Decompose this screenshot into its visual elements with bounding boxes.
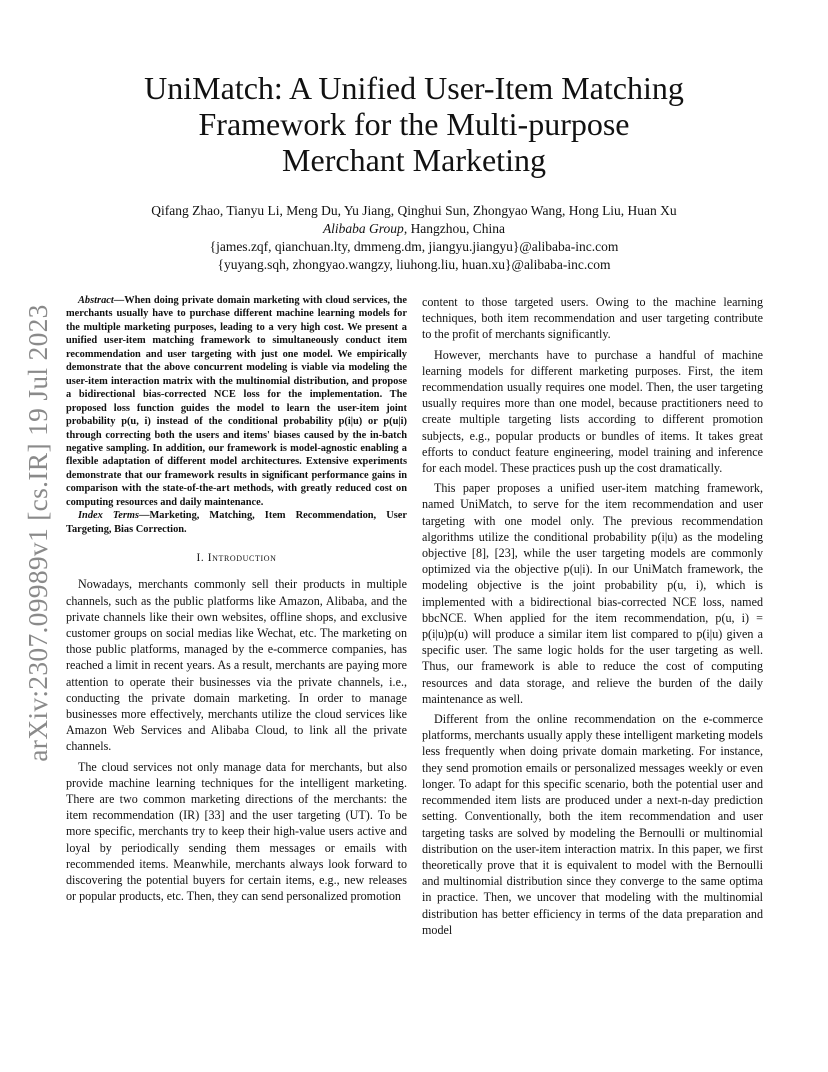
index-terms	[66, 509, 407, 536]
abstract-label: Abstract	[78, 295, 114, 306]
body-paragraph: Nowadays, merchants commonly sell their products in multiple channels, such as the public platforms like Amazon, Alibaba, and the private channels like their own websites, offline shops, and exclusive customer groups on social medias like Wechat, etc. The marketing on those public platforms, managed by the e-commerce companies, has reached a limit in recent years. As a result, merchants are paying more attention to operate their businesses via the private channels, i.e., conducting the private domain marketing. In order to manage businesses more effectively, merchants utilize the cloud services like Amazon Web Services and Alibaba Cloud, to link all the private channels.	[66, 577, 407, 754]
email-line: {james.zqf, qianchuan.lty, dmmeng.dm, jiangyu.jiangyu}@alibaba-inc.com	[209, 239, 619, 254]
section-heading: I. Introduction	[196, 552, 277, 565]
body-paragraph: Different from the online recommendation on the e-commerce platforms, merchants usually apply these intelligent marketing models less frequently when doing private domain marketing. For instance, they send promotion emails or personalized messages weekly or even longer. To adapt for this specific scenario, both the potential user and recommended item lists are produced under a next-n-day prediction setting. Conventionally, both the item recommendation and user targeting tasks are solved by modeling the Bernoulli or multinomial distribution on the user-item interaction matrix. In this paper, we first theoretically prove that it is equivalent to model with the Bernoulli and multinomial distribution since they converge to the same optima in practice. Then, we uncover that modeling with the multinomial distribution has better efficiency in terms of the data preparation and model	[422, 712, 763, 937]
abstract-text: —When doing private domain marketing with cloud services, the merchants usually have to purchase different machine learning models for the multiple marketing purposes, leading to a very high cost. We present a unified user-item matching framework to simultaneously conduct item recommendation and user targeting with just one model. We empirically demonstrate that the above concurrent modeling is viable via modeling the user-item interaction matrix with the multinomial distribution, and propose a bidirectional bias-corrected NCE loss for the implementation. The proposed loss function guides the model to learn the user-item joint probability p(u, i) instead of the conditional probability p(i|u) or p(u|i) through correcting both the users and items' biases caused by the in-batch negative sampling. In addition, our framework is model-agnostic enabling a flexible adaptation of different model architectures. Extensive experiments demonstrate that our framework results in significant performance gains in comparison with the state-of-the-art methods, with greatly reduced cost on computing resources and daily maintenance.	[66, 295, 407, 508]
affiliation	[80, 220, 748, 238]
body-paragraph: content to those targeted users. Owing to the machine learning techniques, both item recommendation and user targeting contribute to the profit of merchants significantly.	[422, 295, 763, 342]
title-line: Merchant Marketing	[282, 142, 546, 178]
index-terms-text: —Marketing, Matching, Item Recommendation, User Targeting, Bias Correction.	[66, 510, 407, 535]
email-line: {yuyang.sqh, zhongyao.wangzy, liuhong.liu, huan.xu}@alibaba-inc.com	[217, 257, 611, 272]
title-line: UniMatch: A Unified User-Item Matching	[144, 70, 684, 106]
arxiv-side-label	[22, 305, 54, 760]
left-column	[66, 294, 407, 908]
abstract	[66, 294, 407, 509]
arxiv-identifier: arXiv:2307.09989v1 [cs.IR] 19 Jul 2023	[22, 303, 53, 762]
body-paragraph: The cloud services not only manage data for merchants, but also provide machine learning techniques for the intelligent marketing. There are two common marketing directions of the merchants: the item recommendation (IR) [33] and the user targeting (UT). To be more specific, merchants try to keep their high-value users active and loyal by periodically sending them messages or emails with recommended items. Meanwhile, merchants always look forward to discovering the potential buyers for certain items, e.g., new releases or popular products, etc. Then, they can send personalized promotion	[66, 759, 407, 904]
index-terms-label: Index Terms	[78, 510, 140, 522]
title-line: Framework for the Multi-purpose	[198, 106, 630, 142]
body-paragraph: This paper proposes a unified user-item matching framework, named UniMatch, to serve for the item recommendation and user targeting with one model only. The previous recommendation algorithms utilize the conditional probability p(i|u) as the modeling objective [8], [23], while the user targeting models are commonly optimized via the objective p(u|i). In our UniMatch framework, the modeling objective is the joint probability p(u, i), which is implemented with a bidirectional bias-corrected NCE loss, named bbcNCE. When applied for the item recommendation, p(u, i) = p(i|u)p(u) will produce a similar item list compared to p(i|u) given a specific user. The same logic holds for the user targeting as well. Thus, our framework is able to reduce the cost of computing resources and data storage, and relieve the burden of the daily maintenance as well.	[422, 481, 763, 706]
paper-title	[90, 70, 738, 178]
affiliation-location: , Hangzhou, China	[403, 221, 506, 236]
affiliation-group: Alibaba Group	[322, 221, 404, 236]
right-column	[422, 294, 763, 942]
author-block	[80, 202, 748, 274]
author-list: Qifang Zhao, Tianyu Li, Meng Du, Yu Jiang, Qinghui Sun, Zhongyao Wang, Hong Liu, Huan Xu	[151, 203, 677, 218]
body-paragraph: However, merchants have to purchase a handful of machine learning models for different marketing purposes. First, the item recommendation usually requires one model. Then, the user targeting usually requires more than one model, because practitioners need to create multiple targeting lists according to different promotion subjects, e.g., popular products or bundles of items. It takes great efforts to conduct feature engineering, model training and inference for each model. These practices push up the cost dramatically.	[422, 347, 763, 476]
